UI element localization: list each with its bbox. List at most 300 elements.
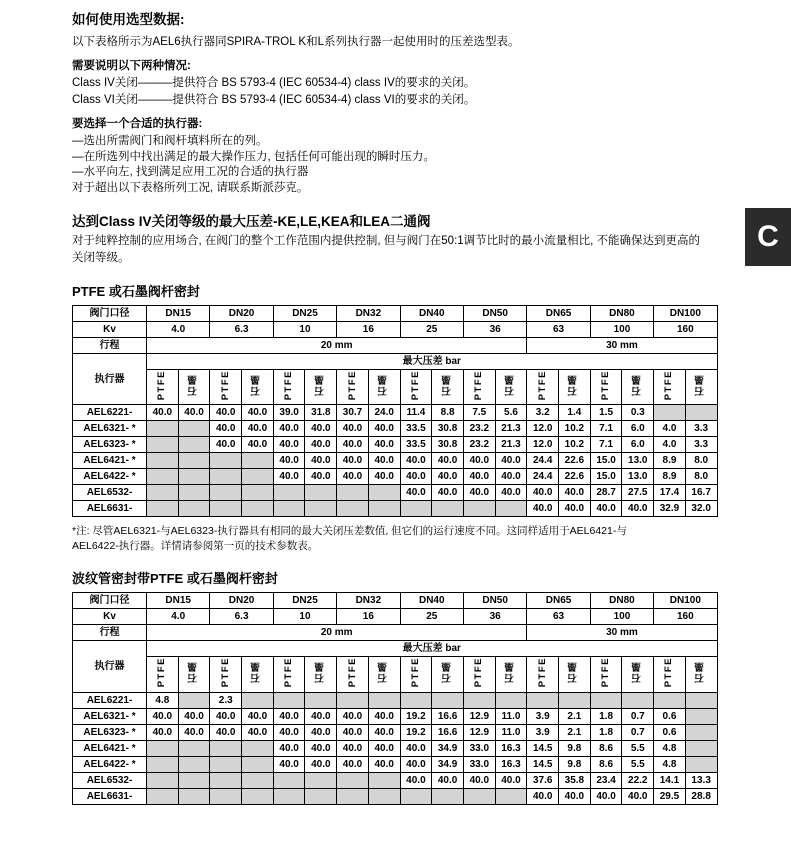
data-cell: 40.0 bbox=[527, 788, 559, 804]
kv-cell-5: 36 bbox=[463, 609, 526, 625]
data-cell bbox=[242, 740, 274, 756]
actuator-name: AEL6422- * bbox=[73, 756, 147, 772]
table-row bbox=[73, 453, 718, 469]
data-cell: 34.9 bbox=[432, 740, 464, 756]
data-cell bbox=[685, 692, 717, 708]
data-cell bbox=[210, 469, 242, 485]
data-cell: 22.6 bbox=[559, 469, 591, 485]
data-cell bbox=[178, 421, 210, 437]
data-cell: 16.3 bbox=[495, 740, 527, 756]
data-cell: 0.6 bbox=[654, 708, 686, 724]
kv-cell-4: 25 bbox=[400, 609, 463, 625]
data-cell: 5.6 bbox=[495, 405, 527, 421]
data-cell bbox=[432, 501, 464, 517]
table-row bbox=[73, 772, 718, 788]
data-cell bbox=[210, 772, 242, 788]
data-cell bbox=[654, 692, 686, 708]
data-cell: 40.0 bbox=[400, 772, 432, 788]
data-cell bbox=[463, 788, 495, 804]
data-cell: 40.0 bbox=[178, 708, 210, 724]
row-kv bbox=[73, 609, 718, 625]
kv-cell-6: 63 bbox=[527, 322, 590, 338]
data-cell: 9.8 bbox=[559, 740, 591, 756]
intro-subhead-2: 要选择一个合适的执行器: bbox=[72, 118, 203, 130]
dn-cell-2: DN25 bbox=[273, 306, 336, 322]
data-cell: 40.0 bbox=[242, 405, 274, 421]
intro-class6: Class VI关闭———提供符合 BS 5793-4 (IEC 60534-4) class VI的要求的关闭。 bbox=[72, 94, 476, 106]
data-cell: 16.6 bbox=[432, 724, 464, 740]
data-cell bbox=[273, 772, 305, 788]
data-cell bbox=[147, 453, 179, 469]
data-cell: 40.0 bbox=[147, 405, 179, 421]
data-cell: 24.0 bbox=[368, 405, 400, 421]
actuator-name: AEL6221- bbox=[73, 405, 147, 421]
section-tab-c: C bbox=[745, 208, 791, 266]
data-cell: 11.0 bbox=[495, 708, 527, 724]
data-cell bbox=[368, 501, 400, 517]
kv-cell-6: 63 bbox=[527, 609, 590, 625]
data-cell: 5.5 bbox=[622, 740, 654, 756]
intro-bullet-1: —选出所需阀门和阀杆填料所在的列。 bbox=[72, 135, 268, 147]
data-cell: 40.0 bbox=[400, 485, 432, 501]
seal-ptfe-3: PTFE bbox=[337, 370, 369, 405]
data-cell bbox=[400, 788, 432, 804]
kv-cell-3: 16 bbox=[337, 322, 400, 338]
data-cell: 8.6 bbox=[590, 740, 622, 756]
data-cell: 40.0 bbox=[463, 485, 495, 501]
data-cell: 6.0 bbox=[622, 421, 654, 437]
data-cell: 40.0 bbox=[337, 437, 369, 453]
kv-cell-0: 4.0 bbox=[147, 322, 210, 338]
data-cell: 40.0 bbox=[463, 772, 495, 788]
data-cell: 40.0 bbox=[368, 437, 400, 453]
label-diameter: 阀门口径 bbox=[73, 593, 147, 609]
data-cell bbox=[178, 788, 210, 804]
seal-ptfe-0: PTFE bbox=[147, 657, 179, 692]
data-cell: 40.0 bbox=[432, 485, 464, 501]
data-cell: 4.8 bbox=[147, 692, 179, 708]
data-cell bbox=[400, 692, 432, 708]
actuator-name: AEL6532- bbox=[73, 772, 147, 788]
seal-ptfe-7: PTFE bbox=[590, 370, 622, 405]
dn-cell-3: DN32 bbox=[337, 306, 400, 322]
data-cell: 8.0 bbox=[685, 469, 717, 485]
table-row bbox=[73, 724, 718, 740]
seal-ptfe-2: PTFE bbox=[273, 370, 305, 405]
data-cell: 34.9 bbox=[432, 756, 464, 772]
data-cell: 40.0 bbox=[273, 740, 305, 756]
seal-graphite-6: 石墨 bbox=[559, 370, 591, 405]
data-cell: 40.0 bbox=[210, 708, 242, 724]
data-cell: 3.9 bbox=[527, 724, 559, 740]
data-cell: 1.4 bbox=[559, 405, 591, 421]
data-cell: 40.0 bbox=[337, 469, 369, 485]
seal-ptfe-1: PTFE bbox=[210, 370, 242, 405]
data-cell: 29.5 bbox=[654, 788, 686, 804]
intro-title: 如何使用选型数据: bbox=[72, 12, 185, 27]
row-seal-types bbox=[73, 370, 718, 405]
data-cell: 28.8 bbox=[685, 788, 717, 804]
data-cell bbox=[242, 692, 274, 708]
data-cell: 40.0 bbox=[178, 405, 210, 421]
dn-cell-7: DN80 bbox=[590, 593, 653, 609]
data-cell bbox=[147, 437, 179, 453]
data-cell bbox=[273, 788, 305, 804]
data-cell: 4.8 bbox=[654, 756, 686, 772]
intro-subhead-1: 需要说明以下两种情况: bbox=[72, 60, 191, 72]
row-seal-types bbox=[73, 657, 718, 692]
table-row bbox=[73, 708, 718, 724]
dn-cell-1: DN20 bbox=[210, 306, 273, 322]
data-cell bbox=[685, 708, 717, 724]
seal-graphite-4: 石墨 bbox=[432, 370, 464, 405]
data-cell bbox=[305, 501, 337, 517]
data-cell: 40.0 bbox=[368, 708, 400, 724]
actuator-name: AEL6422- * bbox=[73, 469, 147, 485]
data-cell: 22.2 bbox=[622, 772, 654, 788]
data-cell bbox=[337, 788, 369, 804]
row-maxdp bbox=[73, 641, 718, 657]
dn-cell-5: DN50 bbox=[463, 593, 526, 609]
data-cell bbox=[147, 469, 179, 485]
data-cell: 4.0 bbox=[654, 421, 686, 437]
data-cell bbox=[463, 692, 495, 708]
data-cell bbox=[147, 772, 179, 788]
data-cell: 40.0 bbox=[305, 756, 337, 772]
data-cell: 32.9 bbox=[654, 501, 686, 517]
data-cell: 21.3 bbox=[495, 437, 527, 453]
data-cell bbox=[685, 740, 717, 756]
actuator-name: AEL6221- bbox=[73, 692, 147, 708]
label-travel: 行程 bbox=[73, 625, 147, 641]
seal-ptfe-4: PTFE bbox=[400, 657, 432, 692]
data-cell bbox=[210, 485, 242, 501]
data-cell: 33.0 bbox=[463, 740, 495, 756]
dn-cell-6: DN65 bbox=[527, 593, 590, 609]
data-cell: 17.4 bbox=[654, 485, 686, 501]
data-cell: 40.0 bbox=[368, 740, 400, 756]
data-cell: 4.0 bbox=[654, 437, 686, 453]
data-cell bbox=[337, 485, 369, 501]
data-cell: 9.8 bbox=[559, 756, 591, 772]
data-cell bbox=[210, 788, 242, 804]
data-cell bbox=[147, 756, 179, 772]
data-cell: 40.0 bbox=[273, 756, 305, 772]
data-cell: 40.0 bbox=[368, 453, 400, 469]
data-cell bbox=[273, 501, 305, 517]
kv-cell-7: 100 bbox=[590, 322, 653, 338]
kv-cell-1: 6.3 bbox=[210, 322, 273, 338]
seal-ptfe-2: PTFE bbox=[273, 657, 305, 692]
data-cell: 7.1 bbox=[590, 421, 622, 437]
data-cell bbox=[178, 756, 210, 772]
data-cell: 23.2 bbox=[463, 437, 495, 453]
data-cell: 3.3 bbox=[685, 437, 717, 453]
seal-graphite-6: 石墨 bbox=[559, 657, 591, 692]
travel-cell-0: 20 mm bbox=[147, 338, 527, 354]
data-cell bbox=[368, 772, 400, 788]
data-cell: 1.8 bbox=[590, 708, 622, 724]
table1-footnote-2: AEL6422-执行器。详情请参阅第一页的技术参数表。 bbox=[72, 539, 319, 552]
dn-cell-2: DN25 bbox=[273, 593, 336, 609]
table-row bbox=[73, 485, 718, 501]
data-cell bbox=[178, 772, 210, 788]
data-cell: 40.0 bbox=[305, 724, 337, 740]
kv-cell-1: 6.3 bbox=[210, 609, 273, 625]
data-cell: 40.0 bbox=[242, 724, 274, 740]
data-cell bbox=[337, 692, 369, 708]
actuator-name: AEL6421- * bbox=[73, 740, 147, 756]
dn-cell-8: DN100 bbox=[654, 593, 717, 609]
data-cell: 12.9 bbox=[463, 724, 495, 740]
data-cell: 40.0 bbox=[337, 453, 369, 469]
data-cell: 40.0 bbox=[463, 469, 495, 485]
table1-title: PTFE 或石墨阀杆密封 bbox=[72, 284, 200, 299]
data-cell: 40.0 bbox=[400, 756, 432, 772]
data-cell: 40.0 bbox=[210, 437, 242, 453]
data-cell: 40.0 bbox=[495, 772, 527, 788]
data-cell: 14.1 bbox=[654, 772, 686, 788]
table-row bbox=[73, 421, 718, 437]
data-cell bbox=[368, 788, 400, 804]
table-row bbox=[73, 788, 718, 804]
dn-cell-1: DN20 bbox=[210, 593, 273, 609]
data-cell bbox=[590, 692, 622, 708]
row-travel bbox=[73, 338, 718, 354]
data-cell: 40.0 bbox=[527, 501, 559, 517]
seal-graphite-2: 石墨 bbox=[305, 370, 337, 405]
seal-graphite-0: 石墨 bbox=[178, 370, 210, 405]
dn-cell-5: DN50 bbox=[463, 306, 526, 322]
data-cell: 8.9 bbox=[654, 453, 686, 469]
travel-cell-1: 30 mm bbox=[527, 625, 717, 641]
kv-cell-0: 4.0 bbox=[147, 609, 210, 625]
data-cell: 40.0 bbox=[242, 437, 274, 453]
data-cell bbox=[178, 501, 210, 517]
table-row bbox=[73, 405, 718, 421]
data-cell: 3.3 bbox=[685, 421, 717, 437]
data-cell: 1.5 bbox=[590, 405, 622, 421]
data-cell: 40.0 bbox=[273, 469, 305, 485]
data-cell bbox=[147, 485, 179, 501]
data-cell: 40.0 bbox=[622, 788, 654, 804]
section-heading: 达到Class IV关闭等级的最大压差-KE,LE,KEA和LEA二通阀 bbox=[72, 214, 431, 229]
data-cell: 15.0 bbox=[590, 469, 622, 485]
data-cell: 11.0 bbox=[495, 724, 527, 740]
data-cell: 40.0 bbox=[305, 469, 337, 485]
data-cell bbox=[400, 501, 432, 517]
data-cell: 40.0 bbox=[495, 453, 527, 469]
travel-cell-1: 30 mm bbox=[527, 338, 717, 354]
intro-bullet-3: —水平向左, 找到满足应用工况的合适的执行器 bbox=[72, 166, 309, 178]
seal-ptfe-1: PTFE bbox=[210, 657, 242, 692]
data-cell bbox=[495, 501, 527, 517]
data-cell: 40.0 bbox=[305, 740, 337, 756]
data-cell bbox=[305, 788, 337, 804]
data-cell: 0.7 bbox=[622, 708, 654, 724]
table-row bbox=[73, 756, 718, 772]
data-cell bbox=[210, 756, 242, 772]
actuator-name: AEL6321- * bbox=[73, 708, 147, 724]
table-row bbox=[73, 692, 718, 708]
seal-ptfe-6: PTFE bbox=[527, 657, 559, 692]
kv-cell-2: 10 bbox=[273, 609, 336, 625]
data-cell: 5.5 bbox=[622, 756, 654, 772]
data-cell bbox=[242, 469, 274, 485]
data-cell: 35.8 bbox=[559, 772, 591, 788]
kv-cell-4: 25 bbox=[400, 322, 463, 338]
dn-cell-6: DN65 bbox=[527, 306, 590, 322]
data-cell bbox=[242, 772, 274, 788]
data-cell: 40.0 bbox=[463, 453, 495, 469]
data-cell: 30.7 bbox=[337, 405, 369, 421]
data-cell: 40.0 bbox=[273, 437, 305, 453]
dn-cell-8: DN100 bbox=[654, 306, 717, 322]
row-diameter bbox=[73, 593, 718, 609]
data-cell: 15.0 bbox=[590, 453, 622, 469]
seal-ptfe-8: PTFE bbox=[654, 657, 686, 692]
data-cell bbox=[178, 469, 210, 485]
label-kv: Kv bbox=[73, 322, 147, 338]
seal-graphite-5: 石墨 bbox=[495, 370, 527, 405]
maxdp-banner: 最大压差 bar bbox=[147, 354, 718, 370]
data-cell bbox=[368, 692, 400, 708]
data-cell bbox=[337, 772, 369, 788]
data-cell: 4.8 bbox=[654, 740, 686, 756]
table2-title: 波纹管密封带PTFE 或石墨阀杆密封 bbox=[72, 571, 278, 587]
data-cell: 2.1 bbox=[559, 724, 591, 740]
data-cell: 40.0 bbox=[178, 724, 210, 740]
data-cell: 0.7 bbox=[622, 724, 654, 740]
data-cell: 40.0 bbox=[368, 724, 400, 740]
data-cell: 40.0 bbox=[368, 421, 400, 437]
data-cell bbox=[368, 485, 400, 501]
data-cell bbox=[305, 772, 337, 788]
data-cell: 40.0 bbox=[273, 421, 305, 437]
data-cell: 40.0 bbox=[432, 469, 464, 485]
data-cell bbox=[622, 692, 654, 708]
kv-cell-7: 100 bbox=[590, 609, 653, 625]
actuator-name: AEL6323- * bbox=[73, 724, 147, 740]
dn-cell-0: DN15 bbox=[147, 593, 210, 609]
data-cell bbox=[685, 405, 717, 421]
data-cell: 24.4 bbox=[527, 453, 559, 469]
data-cell: 40.0 bbox=[337, 421, 369, 437]
data-cell bbox=[178, 453, 210, 469]
data-cell bbox=[527, 692, 559, 708]
data-cell: 40.0 bbox=[273, 453, 305, 469]
seal-graphite-1: 石墨 bbox=[242, 370, 274, 405]
data-cell: 40.0 bbox=[147, 724, 179, 740]
dn-cell-7: DN80 bbox=[590, 306, 653, 322]
data-cell: 39.0 bbox=[273, 405, 305, 421]
data-cell: 40.0 bbox=[305, 421, 337, 437]
data-cell: 40.0 bbox=[242, 421, 274, 437]
section-para-2: 关闭等级。 bbox=[72, 252, 130, 264]
kv-cell-3: 16 bbox=[337, 609, 400, 625]
intro-bullet-2: —在所选列中找出满足的最大操作压力, 包括任何可能出现的瞬时压力。 bbox=[72, 150, 435, 163]
data-cell: 2.3 bbox=[210, 692, 242, 708]
data-cell: 12.9 bbox=[463, 708, 495, 724]
intro-class4: Class IV关闭———提供符合 BS 5793-4 (IEC 60534-4) class IV的要求的关闭。 bbox=[72, 77, 476, 89]
actuator-name: AEL6631- bbox=[73, 501, 147, 517]
data-cell: 3.9 bbox=[527, 708, 559, 724]
data-cell: 12.0 bbox=[527, 437, 559, 453]
data-cell: 40.0 bbox=[273, 724, 305, 740]
table-row bbox=[73, 469, 718, 485]
seal-ptfe-5: PTFE bbox=[463, 657, 495, 692]
data-cell: 30.8 bbox=[432, 421, 464, 437]
data-cell bbox=[210, 453, 242, 469]
actuator-name: AEL6631- bbox=[73, 788, 147, 804]
data-cell bbox=[147, 788, 179, 804]
data-cell: 10.2 bbox=[559, 437, 591, 453]
seal-graphite-7: 石墨 bbox=[622, 657, 654, 692]
data-cell: 8.6 bbox=[590, 756, 622, 772]
data-cell: 40.0 bbox=[590, 788, 622, 804]
data-cell: 31.8 bbox=[305, 405, 337, 421]
data-cell: 40.0 bbox=[337, 724, 369, 740]
data-cell: 33.5 bbox=[400, 421, 432, 437]
data-cell: 21.3 bbox=[495, 421, 527, 437]
data-cell bbox=[305, 692, 337, 708]
data-cell: 7.1 bbox=[590, 437, 622, 453]
data-cell: 19.2 bbox=[400, 708, 432, 724]
data-cell bbox=[463, 501, 495, 517]
seal-ptfe-6: PTFE bbox=[527, 370, 559, 405]
data-cell bbox=[242, 453, 274, 469]
data-cell bbox=[559, 692, 591, 708]
data-cell: 16.3 bbox=[495, 756, 527, 772]
data-cell bbox=[273, 692, 305, 708]
dn-cell-4: DN40 bbox=[400, 306, 463, 322]
data-cell: 14.5 bbox=[527, 740, 559, 756]
seal-graphite-3: 石墨 bbox=[368, 370, 400, 405]
data-cell: 6.0 bbox=[622, 437, 654, 453]
data-cell: 37.6 bbox=[527, 772, 559, 788]
data-cell: 3.2 bbox=[527, 405, 559, 421]
data-cell: 40.0 bbox=[210, 421, 242, 437]
label-actuator: 执行器 bbox=[73, 354, 147, 405]
data-cell: 40.0 bbox=[147, 708, 179, 724]
actuator-name: AEL6421- * bbox=[73, 453, 147, 469]
data-cell: 8.9 bbox=[654, 469, 686, 485]
intro-bullet-4: 对于超出以下表格所列工况, 请联系斯派莎克。 bbox=[72, 181, 309, 194]
data-cell bbox=[495, 692, 527, 708]
row-maxdp bbox=[73, 354, 718, 370]
data-cell: 28.7 bbox=[590, 485, 622, 501]
data-cell: 19.2 bbox=[400, 724, 432, 740]
seal-graphite-0: 石墨 bbox=[178, 657, 210, 692]
seal-graphite-4: 石墨 bbox=[432, 657, 464, 692]
data-cell bbox=[147, 501, 179, 517]
data-cell: 40.0 bbox=[622, 501, 654, 517]
data-cell: 40.0 bbox=[242, 708, 274, 724]
data-cell: 30.8 bbox=[432, 437, 464, 453]
label-kv: Kv bbox=[73, 609, 147, 625]
data-cell bbox=[242, 485, 274, 501]
data-cell: 40.0 bbox=[368, 469, 400, 485]
data-cell: 13.3 bbox=[685, 772, 717, 788]
data-cell bbox=[242, 788, 274, 804]
data-cell: 40.0 bbox=[400, 469, 432, 485]
row-kv bbox=[73, 322, 718, 338]
data-cell: 40.0 bbox=[400, 453, 432, 469]
data-cell: 13.0 bbox=[622, 469, 654, 485]
actuator-name: AEL6323- * bbox=[73, 437, 147, 453]
intro-line1: 以下表格所示为AEL6执行器同SPIRA-TROL K和L系列执行器一起使用时的压差选型表。 bbox=[72, 36, 520, 48]
data-cell: 12.0 bbox=[527, 421, 559, 437]
